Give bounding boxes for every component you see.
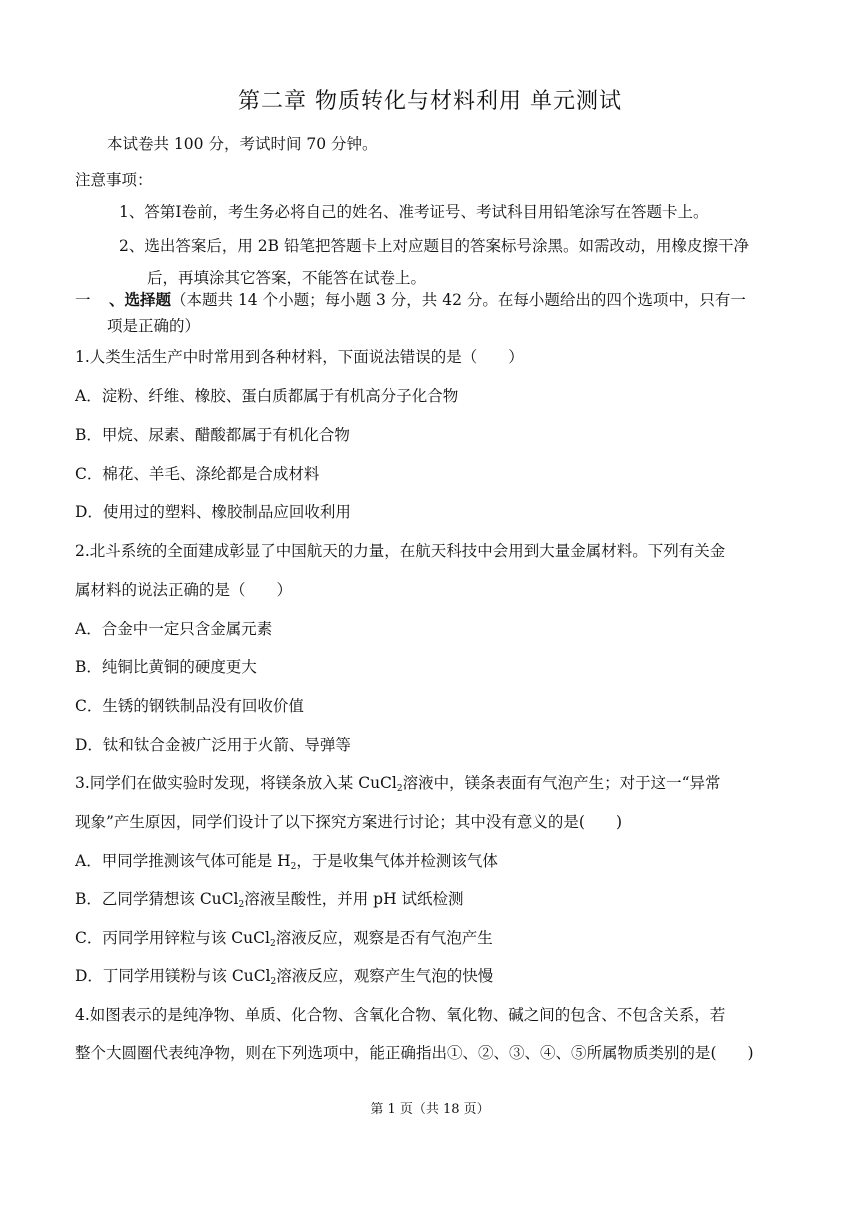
question-2-option-c: C．生锈的钢铁制品没有回收价值	[75, 697, 304, 715]
notice-item-1: 1、答第Ⅰ卷前，考生务必将自己的姓名、准考证号、考试科目用铅笔涂写在答题卡上。	[119, 203, 709, 221]
question-1-stem: 1.人类生活生产中时常用到各种材料，下面说法错误的是（ ）	[75, 348, 524, 366]
notice-label: 注意事项：	[75, 171, 153, 189]
notice-item-2-continued: 后，再填涂其它答案，不能答在试卷上。	[147, 269, 427, 287]
question-3-option-b: B．乙同学猜想该 CuCl$_2$溶液呈酸性，并用 pH 试纸检测	[75, 890, 464, 910]
question-3-option-c: C．丙同学用锌粒与该 CuCl$_2$溶液反应，观察是否有气泡产生	[75, 929, 493, 949]
question-2-option-d: D．钛和钛合金被广泛用于火箭、导弹等	[75, 736, 351, 754]
question-2-stem: 2.北斗系统的全面建成彰显了中国航天的力量，在航天科技中会用到大量金属材料。下列有关金	[75, 542, 726, 560]
question-2-stem-continued: 属材料的说法正确的是（ ）	[75, 581, 293, 599]
question-1-option-b: B．甲烷、尿素、醋酸都属于有机化合物	[75, 426, 350, 444]
section-name: 、选择题	[109, 290, 172, 309]
question-3-option-a: A．甲同学推测该气体可能是 $H_2$，于是收集气体并检测该气体	[75, 852, 498, 872]
section-description-continued: 项是正确的）	[107, 317, 201, 335]
question-1-option-d: D．使用过的塑料、橡胶制品应回收利用	[75, 503, 351, 521]
question-3-stem: 3.同学们在做实验时发现，将镁条放入某 CuCl$_2$溶液中，镁条表面有气泡产生；对于这一“异常	[75, 774, 721, 794]
page-footer: 第 1 页（共 18 页）	[370, 1102, 490, 1117]
section-number: 一	[75, 291, 91, 309]
question-1-option-c: C．棉花、羊毛、涤纶都是合成材料	[75, 465, 320, 483]
question-3-option-d: D．丁同学用镁粉与该 CuCl$_2$溶液反应，观察产生气泡的快慢	[75, 967, 494, 987]
question-4-stem: 4.如图表示的是纯净物、单质、化合物、含氧化合物、氧化物、碱之间的包含、不包含关系，若	[75, 1006, 726, 1024]
section-heading	[75, 290, 746, 310]
question-2-option-a: A．合金中一定只含金属元素	[75, 620, 273, 638]
question-4-stem-continued: 整个大圆圈代表纯净物，则在下列选项中，能正确指出①、②、③、④、⑤所属物质类别的是( )	[75, 1044, 754, 1062]
question-2-option-b: B．纯铜比黄铜的硬度更大	[75, 658, 257, 676]
intro-text: 本试卷共 100 分，考试时间 70 分钟。	[107, 135, 378, 153]
question-1-option-a: A．淀粉、纤维、橡胶、蛋白质都属于有机高分子化合物	[75, 387, 459, 405]
section-description: （本题共 14 个小题；每小题 3 分，共 42 分。在每小题给出的四个选项中，只有一	[171, 291, 746, 309]
page-title: 第二章 物质转化与材料利用 单元测试	[238, 89, 622, 114]
question-3-stem-continued: 现象”产生原因，同学们设计了以下探究方案进行讨论；其中没有意义的是( )	[75, 813, 623, 831]
notice-item-2: 2、选出答案后，用 2B 铅笔把答题卡上对应题目的答案标号涂黑。如需改动，用橡皮擦干净	[119, 237, 749, 255]
